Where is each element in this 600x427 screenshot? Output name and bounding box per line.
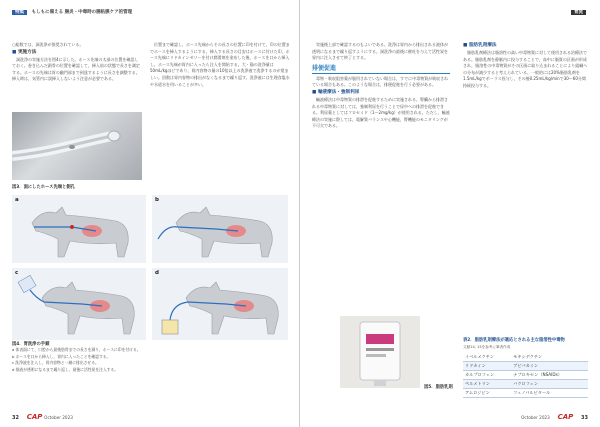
panel-c-label: c bbox=[15, 270, 19, 276]
figure-5-caption: 図5．脂肪乳剤 bbox=[424, 385, 453, 390]
page-number-right: 33 bbox=[581, 415, 588, 421]
legend-item: d 排液が透明になるまで繰り返し，最後に活性炭を注入する。 bbox=[12, 366, 119, 372]
dog-illustration-d bbox=[152, 268, 288, 340]
method-heading: ■ 実施方法 bbox=[12, 49, 142, 57]
magazine-logo-right: CAP bbox=[557, 413, 574, 421]
dog-illustration-c bbox=[12, 268, 146, 340]
legend-item: c 洗浄液を注入し，胃内容物と一緒に排出させる。 bbox=[12, 360, 99, 365]
issue-date-right: October 2023 bbox=[521, 415, 550, 420]
table-2-title: 表2．脂肪乳剤療法が適応とされる主な脂溶性中毒物 bbox=[463, 338, 565, 343]
subsection-heading-fluid: ■ 輸液療法・強制利尿 bbox=[312, 89, 450, 97]
panel-a-label: a bbox=[15, 197, 19, 203]
legend-item: b ホースを口から挿入し，胃内に入ったことを確認する。 bbox=[12, 353, 111, 359]
fluid-therapy-body: 輸液療法は中毒物質の排泄を促進するために実施される。腎臓から排泄される中毒物質に対しては，強制利尿を行うことで尿中への排泄を促進できる。利尿薬としてはフロセミド（1〜2mg/kg）が使用される。ただし，輸液療法の実施に際しては，電解質バランスや心機能，腎機能のモニタリングが不可欠である。 bbox=[312, 96, 450, 129]
table-cell: フェノバルビタール bbox=[511, 389, 588, 398]
figure-3-caption: 図3．面にしたホース先端と側孔 bbox=[12, 185, 75, 190]
header-title: もしもに備える 腸炎・中毒時の腸粘膜ケア的管理 bbox=[31, 10, 133, 15]
left-column-2 bbox=[150, 42, 290, 182]
magazine-logo-left: CAP bbox=[26, 413, 43, 421]
header-right-tag: 胃洗 bbox=[571, 10, 586, 15]
table-cell: ナプロキセン（NSAIDs） bbox=[511, 371, 588, 380]
running-header-left bbox=[12, 9, 132, 15]
panel-b bbox=[152, 195, 288, 263]
method-body: 洞洗浄の実施方法を図4に示した。ホース先端の太部の位置を確認しておく。巻き込んだ鎖骨の位置を確認して，挿入前の状態で長さを測定する。ホースの先端は胃の幽門部まで到達するように長さを調整する。挿入時は，気管内に誤挿入しないよう注意が必要である。 bbox=[12, 56, 140, 82]
header-tag: 特集 bbox=[12, 10, 27, 15]
table-row bbox=[463, 380, 588, 389]
subsection-heading-lipid: ■ 脂肪乳剤療法 bbox=[463, 42, 588, 50]
table-cell: バクロフェン bbox=[511, 380, 588, 389]
procedure-body: 位置まで確認し，ホース先端からその長さの位置に印を付けて，印の位置までホースを挿入するようにする。挿入する長さの目安はホースに付けた印，ホース先端にリドカインゼリーを付け潤滑剤を塗布した後，ホースを口から挿入し，ホース先端が胃内に入ったら注入を開始する。大・猫の洗浄量は50mL/kgほどであり，胃内容物の量の10倍以上の洗浄液で洗浄するのが望ましい。回数は胃内容物の排出がなくなるまで繰り返す。洗浄液には生理食塩水や水道水を用いることが多い。 bbox=[150, 42, 290, 87]
footer-left bbox=[12, 413, 73, 421]
figure-3-photo bbox=[12, 112, 142, 180]
running-header-right bbox=[571, 9, 586, 15]
wash-end-body: 実施後上部で確認するのもよいである。洗浄は胃内から排出される液体が透明になるまで繰り返すようにする。洞洗浄の最後に催吐を与えて活性炭を胃内に注入させて終了とする。 bbox=[312, 42, 448, 61]
table-row bbox=[463, 362, 588, 371]
table-cell: モキシデクチン bbox=[511, 353, 588, 362]
lipid-emulsion-bag bbox=[340, 316, 420, 388]
lead-text: ○総数では，洞洗浄が推奨されている。 bbox=[12, 42, 84, 47]
legend-item: a 体表面にて，口腔から最後肋骨までの長さを測り，ホースに印を付ける。 bbox=[12, 347, 141, 352]
table-2 bbox=[463, 353, 588, 398]
hose-tip-illustration bbox=[12, 112, 142, 180]
defecation-intro: 毒物・吸収阻害薬が服用されていない場合は，すでに中毒物質が吸収されている場合もある。このような場合は，排便促進を行う必要がある。 bbox=[312, 75, 449, 88]
table-cell: アムロジピン bbox=[463, 389, 511, 398]
right-page bbox=[300, 0, 600, 427]
panel-c bbox=[12, 268, 146, 340]
table-row bbox=[463, 353, 588, 362]
dog-illustration-a bbox=[12, 195, 146, 263]
figure-4-caption: 図4．胃洗浄の手順 bbox=[12, 342, 50, 347]
figure-5-photo bbox=[340, 316, 420, 388]
panel-d-label: d bbox=[155, 270, 159, 276]
right-column-1 bbox=[312, 42, 450, 314]
table-cell: ブピバカイン bbox=[511, 362, 588, 371]
table-row bbox=[463, 389, 588, 398]
table-cell: カルプロフェン bbox=[463, 371, 511, 380]
right-column-2 bbox=[463, 42, 588, 334]
issue-date-left: October 2023 bbox=[44, 415, 73, 420]
table-cell: リドカイン bbox=[463, 362, 511, 371]
table-cell: イベルメクチン bbox=[463, 353, 511, 362]
table-2-source: 文献14, 15を参考に筆者作成 bbox=[463, 345, 511, 349]
panel-d bbox=[152, 268, 288, 340]
table-row bbox=[463, 371, 588, 380]
table-cell: ペルメトリン bbox=[463, 380, 511, 389]
page-number-left: 32 bbox=[12, 415, 19, 421]
left-column-1 bbox=[12, 42, 142, 112]
footer-right bbox=[521, 413, 588, 421]
panel-b-label: b bbox=[155, 197, 159, 203]
section-heading-defecation: 排便促進 bbox=[312, 64, 450, 74]
panel-a bbox=[12, 195, 146, 263]
dog-illustration-b bbox=[152, 195, 288, 263]
lipid-therapy-body: 脂肪乳剤療法は脂溶性の高い中毒物質に対して使用される治療法である。脂肪乳剤を静脈内に投与することで，血中に脂質の区画が形成され，脂溶性の中毒物質がその区画に取り込まれることにより組織への分布が減少すると考えられている。一般的には20%脂肪乳剤を1.5mL/kgでボーラス投与し，その後0.25mL/kg/minで30〜60分間持続投与する。 bbox=[463, 50, 588, 88]
figure-4-legend bbox=[12, 347, 288, 373]
